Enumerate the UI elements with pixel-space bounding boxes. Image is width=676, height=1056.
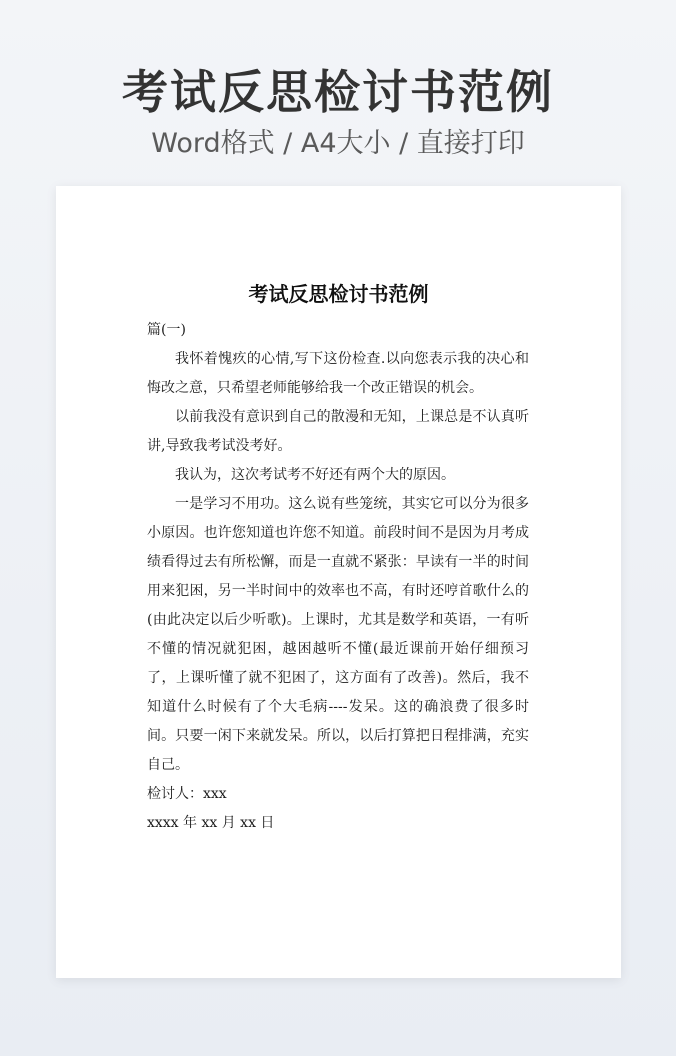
page-header <box>0 62 676 162</box>
signer-line: 检讨人：xxx <box>147 786 227 802</box>
date-line: xxxx 年 xx 月 xx 日 <box>147 815 275 831</box>
document-page <box>56 186 621 978</box>
section-label: 篇(一) <box>147 322 186 338</box>
paragraph: 以前我没有意识到自己的散漫和无知，上课总是不认真听讲,导致我考试没考好。 <box>147 409 529 454</box>
page-subtitle: Word格式 / A4大小 / 直接打印 <box>151 128 525 159</box>
page-title: 考试反思检讨书范例 <box>122 65 554 119</box>
document-body <box>147 316 529 838</box>
paragraph: 我怀着愧疚的心情,写下这份检查.以向您表示我的决心和悔改之意，只希望老师能够给我一个改正错误的机会。 <box>147 351 529 396</box>
paragraph: 一是学习不用功。这么说有些笼统，其实它可以分为很多小原因。也许您知道也许您不知道。前段时间不是因为月考成绩看得过去有所松懈，而是一直就不紧张：早读有一半的时间用来犯困，另一半时间中的效率也不高，有时还哼首歌什么的(由此决定以后少听歌)。上课时，尤其是数学和英语，一有听不懂的情况就犯困，越困越听不懂(最近课前开始仔细预习了，上课听懂了就不犯困了，这方面有了改善)。然后，我不知道什么时候有了个大毛病----发呆。这的确浪费了很多时间。只要一闲下来就发呆。所以，以后打算把日程排满，充实自己。 <box>147 496 529 773</box>
paragraph: 我认为，这次考试考不好还有两个大的原因。 <box>175 467 455 483</box>
document-title: 考试反思检讨书范例 <box>248 282 429 306</box>
